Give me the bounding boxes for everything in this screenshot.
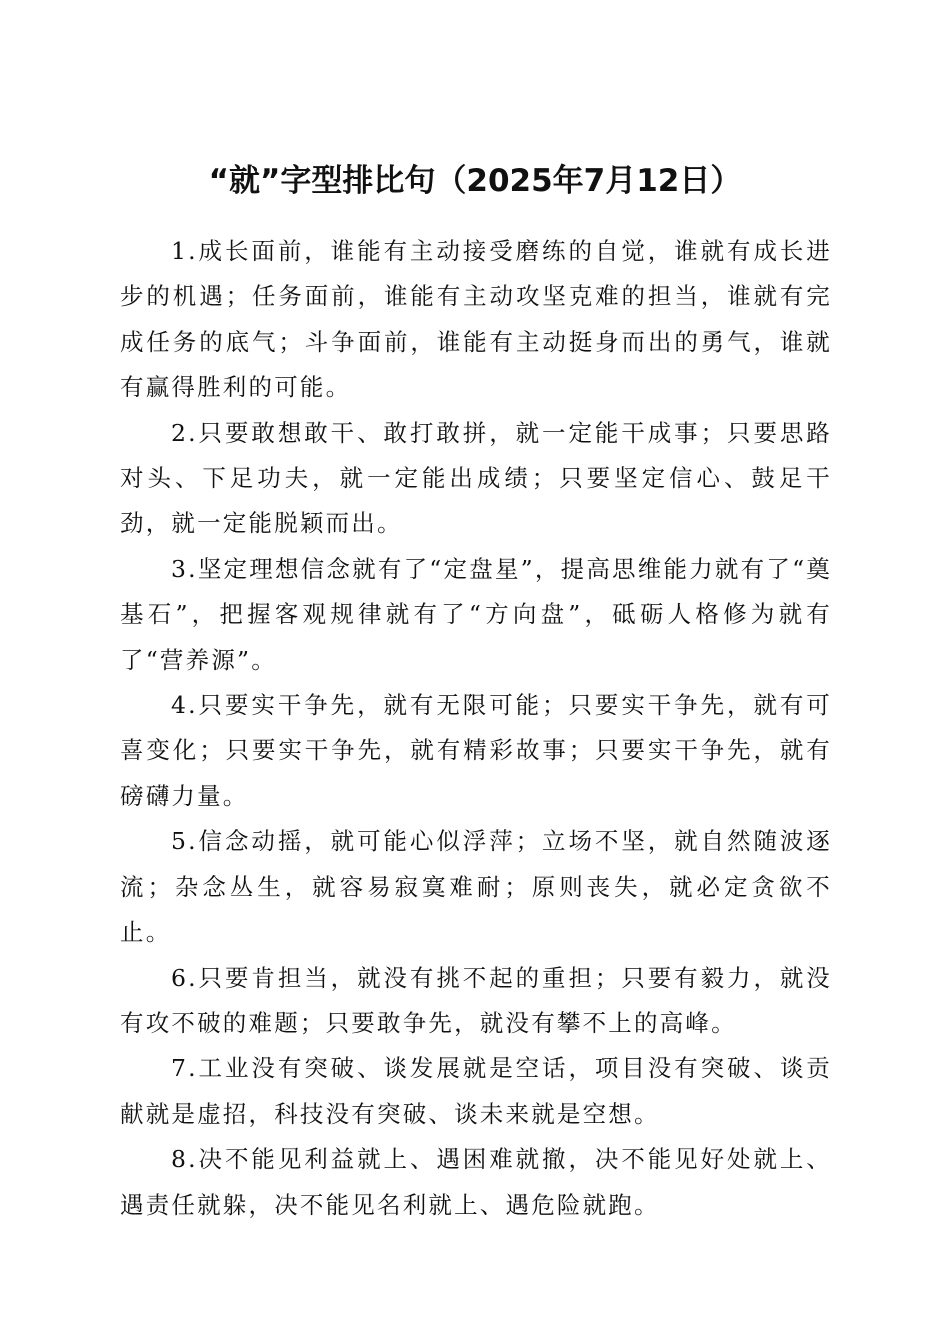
paragraph-4: 4.只要实干争先，就有无限可能；只要实干争先，就有可喜变化；只要实干争先，就有精彩故事；只要实干争先，就有磅礴力量。: [120, 691, 832, 810]
paragraph-7: 7.工业没有突破、谈发展就是空话，项目没有突破、谈贡献就是虚招，科技没有突破、谈未来就是空想。: [120, 1054, 832, 1128]
paragraph-8: 8.决不能见利益就上、遇困难就撤，决不能见好处就上、遇责任就躲，决不能见名利就上、遇危险就跑。: [120, 1145, 832, 1219]
document-body: [120, 229, 832, 1228]
paragraph-3: 3.坚定理想信念就有了“定盘星”，提高思维能力就有了“奠基石”，把握客观规律就有了“方向盘”，砥砺人格修为就有了“营养源”。: [120, 554, 832, 674]
paragraph-5: 5.信念动摇，就可能心似浮萍；立场不坚，就自然随波逐流；杂念丛生，就容易寂寞难耐；原则丧失，就必定贪欲不止。: [120, 827, 832, 947]
paragraph-2: 2.只要敢想敢干、敢打敢拼，就一定能干成事；只要思路对头、下足功夫，就一定能出成绩；只要坚定信心、鼓足干劲，就一定能脱颖而出。: [120, 418, 832, 538]
document-title: “就”字型排比句（2025年7月12日）: [208, 162, 742, 199]
paragraph-1: 1.成长面前，谁能有主动接受磨练的自觉，谁就有成长进步的机遇；任务面前，谁能有主动攻坚克难的担当，谁就有完成任务的底气；斗争面前，谁能有主动挺身而出的勇气，谁就有赢得胜利的可能。: [120, 237, 832, 402]
paragraph-6: 6.只要肯担当，就没有挑不起的重担；只要有毅力，就没有攻不破的难题；只要敢争先，就没有攀不上的高峰。: [120, 963, 832, 1037]
